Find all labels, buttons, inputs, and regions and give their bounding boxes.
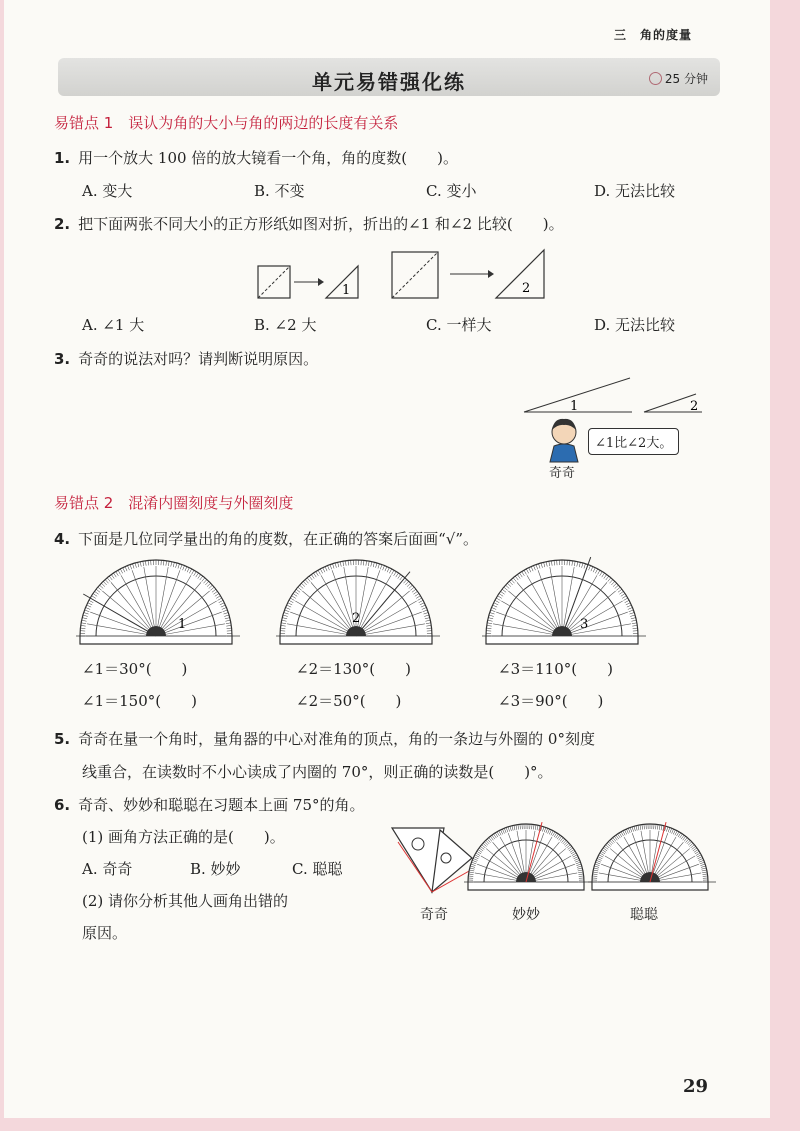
protractor	[276, 560, 440, 644]
two-angles-figure	[520, 374, 710, 418]
avatar-name: 奇奇	[549, 466, 576, 481]
question-number: 2.	[54, 215, 71, 233]
question-5-line-2: 线重合，在读数时不小心读成了内圈的 70°，则正确的读数是( )°。	[82, 763, 553, 781]
angle-label-2: 2	[522, 281, 531, 296]
arrow-icon	[318, 278, 324, 286]
question-text: 奇奇、妙妙和聪聪在习题本上画 75°的角。	[78, 796, 365, 814]
q6-sub-1: (1) 画角方法正确的是( )。	[82, 828, 285, 846]
question-number: 1.	[54, 149, 71, 167]
angle-label-1: 1	[342, 283, 351, 298]
question-3	[54, 348, 318, 369]
q6-sub-2-cont: 原因。	[82, 924, 128, 942]
unit-title: 单元易错强化练	[312, 70, 466, 94]
small-fold-line	[258, 266, 290, 298]
fig-name: 妙妙	[512, 907, 540, 923]
protractor-group	[76, 557, 646, 644]
q2-option-d[interactable]: D. 无法比较	[594, 316, 676, 334]
question-1	[54, 147, 458, 168]
angle-1-label: 1	[570, 399, 579, 414]
q1-option-c[interactable]: C. 变小	[426, 182, 477, 200]
fig-name: 奇奇	[420, 907, 448, 923]
q6-option-b[interactable]: B. 妙妙	[190, 860, 241, 878]
protractor-label-3: 3	[580, 617, 589, 632]
q1-option-b[interactable]: B. 不变	[254, 182, 305, 200]
q6-option-c[interactable]: C. 聪聪	[292, 860, 343, 878]
protractor	[588, 822, 716, 890]
q2-option-a[interactable]: A. ∠1 大	[82, 316, 145, 334]
question-text: 奇奇的说法对吗？请判断说明原因。	[78, 350, 319, 368]
drawing-methods-figure	[388, 818, 718, 904]
question-5	[54, 728, 595, 749]
speech-bubble: ∠1比∠2大。	[588, 428, 679, 455]
question-number: 5.	[54, 730, 71, 748]
question-6	[54, 794, 365, 815]
q6-sub-2: (2) 请你分析其他人画角出错的	[82, 892, 289, 910]
protractor-label-2: 2	[352, 611, 361, 626]
question-number: 4.	[54, 530, 71, 548]
fig-name: 聪聪	[630, 907, 658, 923]
section-2-label: 易错点 2 混淆内圈刻度与外圈刻度	[54, 494, 294, 512]
question-2	[54, 213, 564, 234]
q6-option-a[interactable]: A. 奇奇	[82, 860, 133, 878]
angle-2-ray	[644, 394, 699, 414]
protractor-group	[464, 822, 716, 890]
q4-answer[interactable]: ∠1＝30°( )	[82, 660, 188, 678]
q1-option-d[interactable]: D. 无法比较	[594, 182, 676, 200]
chapter-header: 三 角的度量	[613, 28, 692, 42]
time-text: 25 分钟	[664, 72, 708, 86]
large-fold-line	[392, 252, 438, 298]
large-triangle	[496, 250, 544, 298]
q2-option-b[interactable]: B. ∠2 大	[254, 316, 317, 334]
protractor	[482, 557, 646, 644]
protractor	[76, 560, 240, 644]
unit-title-band	[58, 58, 720, 96]
question-text: 下面是几位同学量出的角的度数，在正确的答案后面画“√”。	[78, 530, 479, 548]
question-4	[54, 528, 478, 549]
page-number: 29	[682, 1076, 708, 1097]
question-number: 3.	[54, 350, 71, 368]
question-number: 6.	[54, 796, 71, 814]
qiqi-avatar	[540, 416, 590, 464]
q2-option-c[interactable]: C. 一样大	[426, 316, 492, 334]
q4-answer[interactable]: ∠3＝90°( )	[498, 692, 604, 710]
folding-squares-figure	[244, 246, 564, 304]
angle-2-label: 2	[690, 399, 699, 414]
question-text: 把下面两张不同大小的正方形纸如图对折，折出的∠1 和∠2 比较( )。	[78, 215, 564, 233]
question-text-line-1: 奇奇在量一个角时，量角器的中心对准角的顶点，角的一条边与外圈的 0°刻度	[78, 730, 595, 748]
page	[4, 0, 770, 1118]
q4-answer[interactable]: ∠3＝110°( )	[498, 660, 613, 678]
arrow-icon	[488, 270, 494, 278]
clock-icon	[649, 72, 662, 85]
time-limit	[649, 70, 708, 87]
section-1-label: 易错点 1 误认为角的大小与角的两边的长度有关系	[54, 114, 399, 132]
q4-answer[interactable]: ∠1＝150°( )	[82, 692, 197, 710]
question-text: 用一个放大 100 倍的放大镜看一个角，角的度数( )。	[78, 149, 459, 167]
q4-answer[interactable]: ∠2＝130°( )	[296, 660, 411, 678]
protractor-label-1: 1	[178, 617, 187, 632]
protractor	[464, 822, 592, 890]
q4-answer[interactable]: ∠2＝50°( )	[296, 692, 402, 710]
q1-option-a[interactable]: A. 变大	[82, 182, 133, 200]
protractors-figure	[74, 556, 714, 652]
